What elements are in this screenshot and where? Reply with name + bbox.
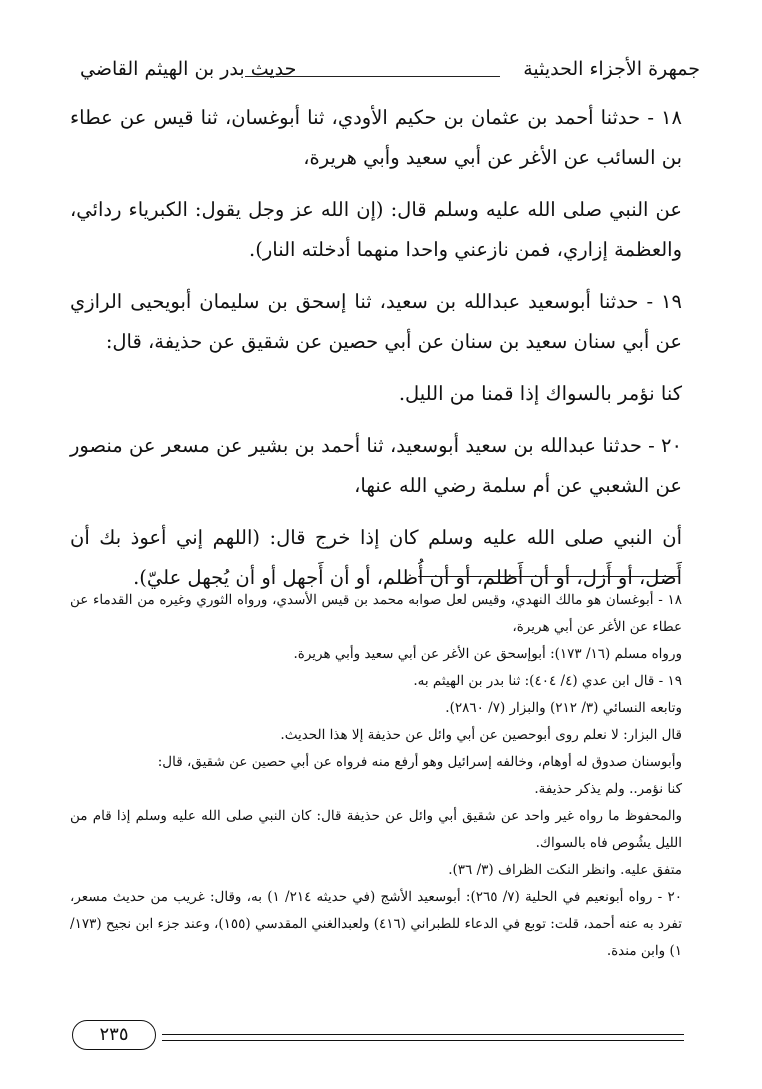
footer-rule xyxy=(162,1034,684,1035)
hadith-18-matn: عن النبي صلى الله عليه وسلم قال: (إن الله عز وجل يقول: الكبرياء ردائي، والعظمة إزاري، فمن نازعني واحدا منهما أدخلته النار). xyxy=(70,198,682,261)
footnote-18: ١٨ - أبوغسان هو مالك النهدي، وقيس لعل صوابه محمد بن قيس الأسدي، ورواه الثوري وغيره من القدماء عن عطاء عن الأغر عن أبي هريرة، xyxy=(70,592,682,635)
hadith-18-isnad: ١٨ - حدثنا أحمد بن عثمان بن حكيم الأودي، ثنا أبوغسان، ثنا قيس عن عطاء بن السائب عن الأغر عن أبي سعيد وأبي هريرة، xyxy=(70,106,682,169)
footnote-19-kunna: كنا نؤمر.. ولم يذكر حذيفة. xyxy=(534,781,682,797)
section-title: حديث بدر بن الهيثم القاضي xyxy=(80,58,297,80)
footnote-20: ٢٠ - رواه أبونعيم في الحلية (٧/ ٢٦٥): أبوسعيد الأشج (في حديثه ٢١٤/ ١) به، وقال: غريب من حديث مسعر، تفرد به عنه أحمد، قلت: توبع في الدعاء للطبراني (٤١٦) ولعبدالغني المقدسي (١٥٥)، وعند جزء ابن نجيح (١٧٣/ ١) وابن مندة. xyxy=(70,889,682,959)
footnotes xyxy=(70,587,682,965)
footnote-separator xyxy=(418,576,680,577)
hadith-20-isnad: ٢٠ - حدثنا عبدالله بن سعيد أبوسعيد، ثنا أحمد بن بشير عن مسعر عن منصور عن الشعبي عن أم سلمة رضي الله عنها، xyxy=(70,434,682,497)
footnote-19-mahfuz: والمحفوظ ما رواه غير واحد عن شقيق أبي وائل عن حذيفة قال: كان النبي صلى الله عليه وسلم إذا قام من الليل يشُوص فاه بالسواك. xyxy=(70,808,682,851)
footer-rule-double xyxy=(162,1040,684,1041)
footnote-19: ١٩ - قال ابن عدي (٤/ ٤٠٤): ثنا بدر بن الهيثم به. xyxy=(413,673,682,689)
hadith-20-matn: أن النبي صلى الله عليه وسلم كان إذا خرج قال: (اللهم إني أعوذ بك أن أَضل، أو أَزل، أو أن أَظلم، أو أن أُظلم، أو أن أَجهل أو أن يُجهل عليّ). xyxy=(70,526,682,589)
hadith-19-matn: كنا نؤمر بالسواك إذا قمنا من الليل. xyxy=(398,382,682,405)
book-title: جمهرة الأجزاء الحديثية xyxy=(523,58,700,80)
page-number: ٢٣٥ xyxy=(72,1020,156,1050)
footnote-19-nasai: وتابعه النسائي (٣/ ٢١٢) والبزار (٧/ ٢٨٦٠). xyxy=(445,700,682,716)
footnote-19-muttafaq: متفق عليه. وانظر النكت الظراف (٣/ ٣٦). xyxy=(448,862,682,878)
footnote-18-muslim: ورواه مسلم (١٦/ ١٧٣): أبوإسحق عن الأغر عن أبي سعيد وأبي هريرة. xyxy=(293,646,682,662)
footnote-19-bazzar: قال البزار: لا نعلم روى أبوحصين عن أبي وائل عن حذيفة إلا هذا الحديث. xyxy=(280,727,682,743)
running-header xyxy=(80,56,700,86)
hadith-19-isnad: ١٩ - حدثنا أبوسعيد عبدالله بن سعيد، ثنا إسحق بن سليمان أبويحيى الرازي عن أبي سنان سعيد بن سنان عن أبي حصين عن شقيق عن حذيفة، قال: xyxy=(70,290,682,353)
page-footer xyxy=(72,1020,684,1050)
main-text xyxy=(70,98,682,598)
footnote-19-abu-sinan: وأبوسنان صدوق له أوهام، وخالفه إسرائيل وهو أرفع منه فرواه عن أبي حصين عن شقيق، قال: xyxy=(157,754,682,770)
